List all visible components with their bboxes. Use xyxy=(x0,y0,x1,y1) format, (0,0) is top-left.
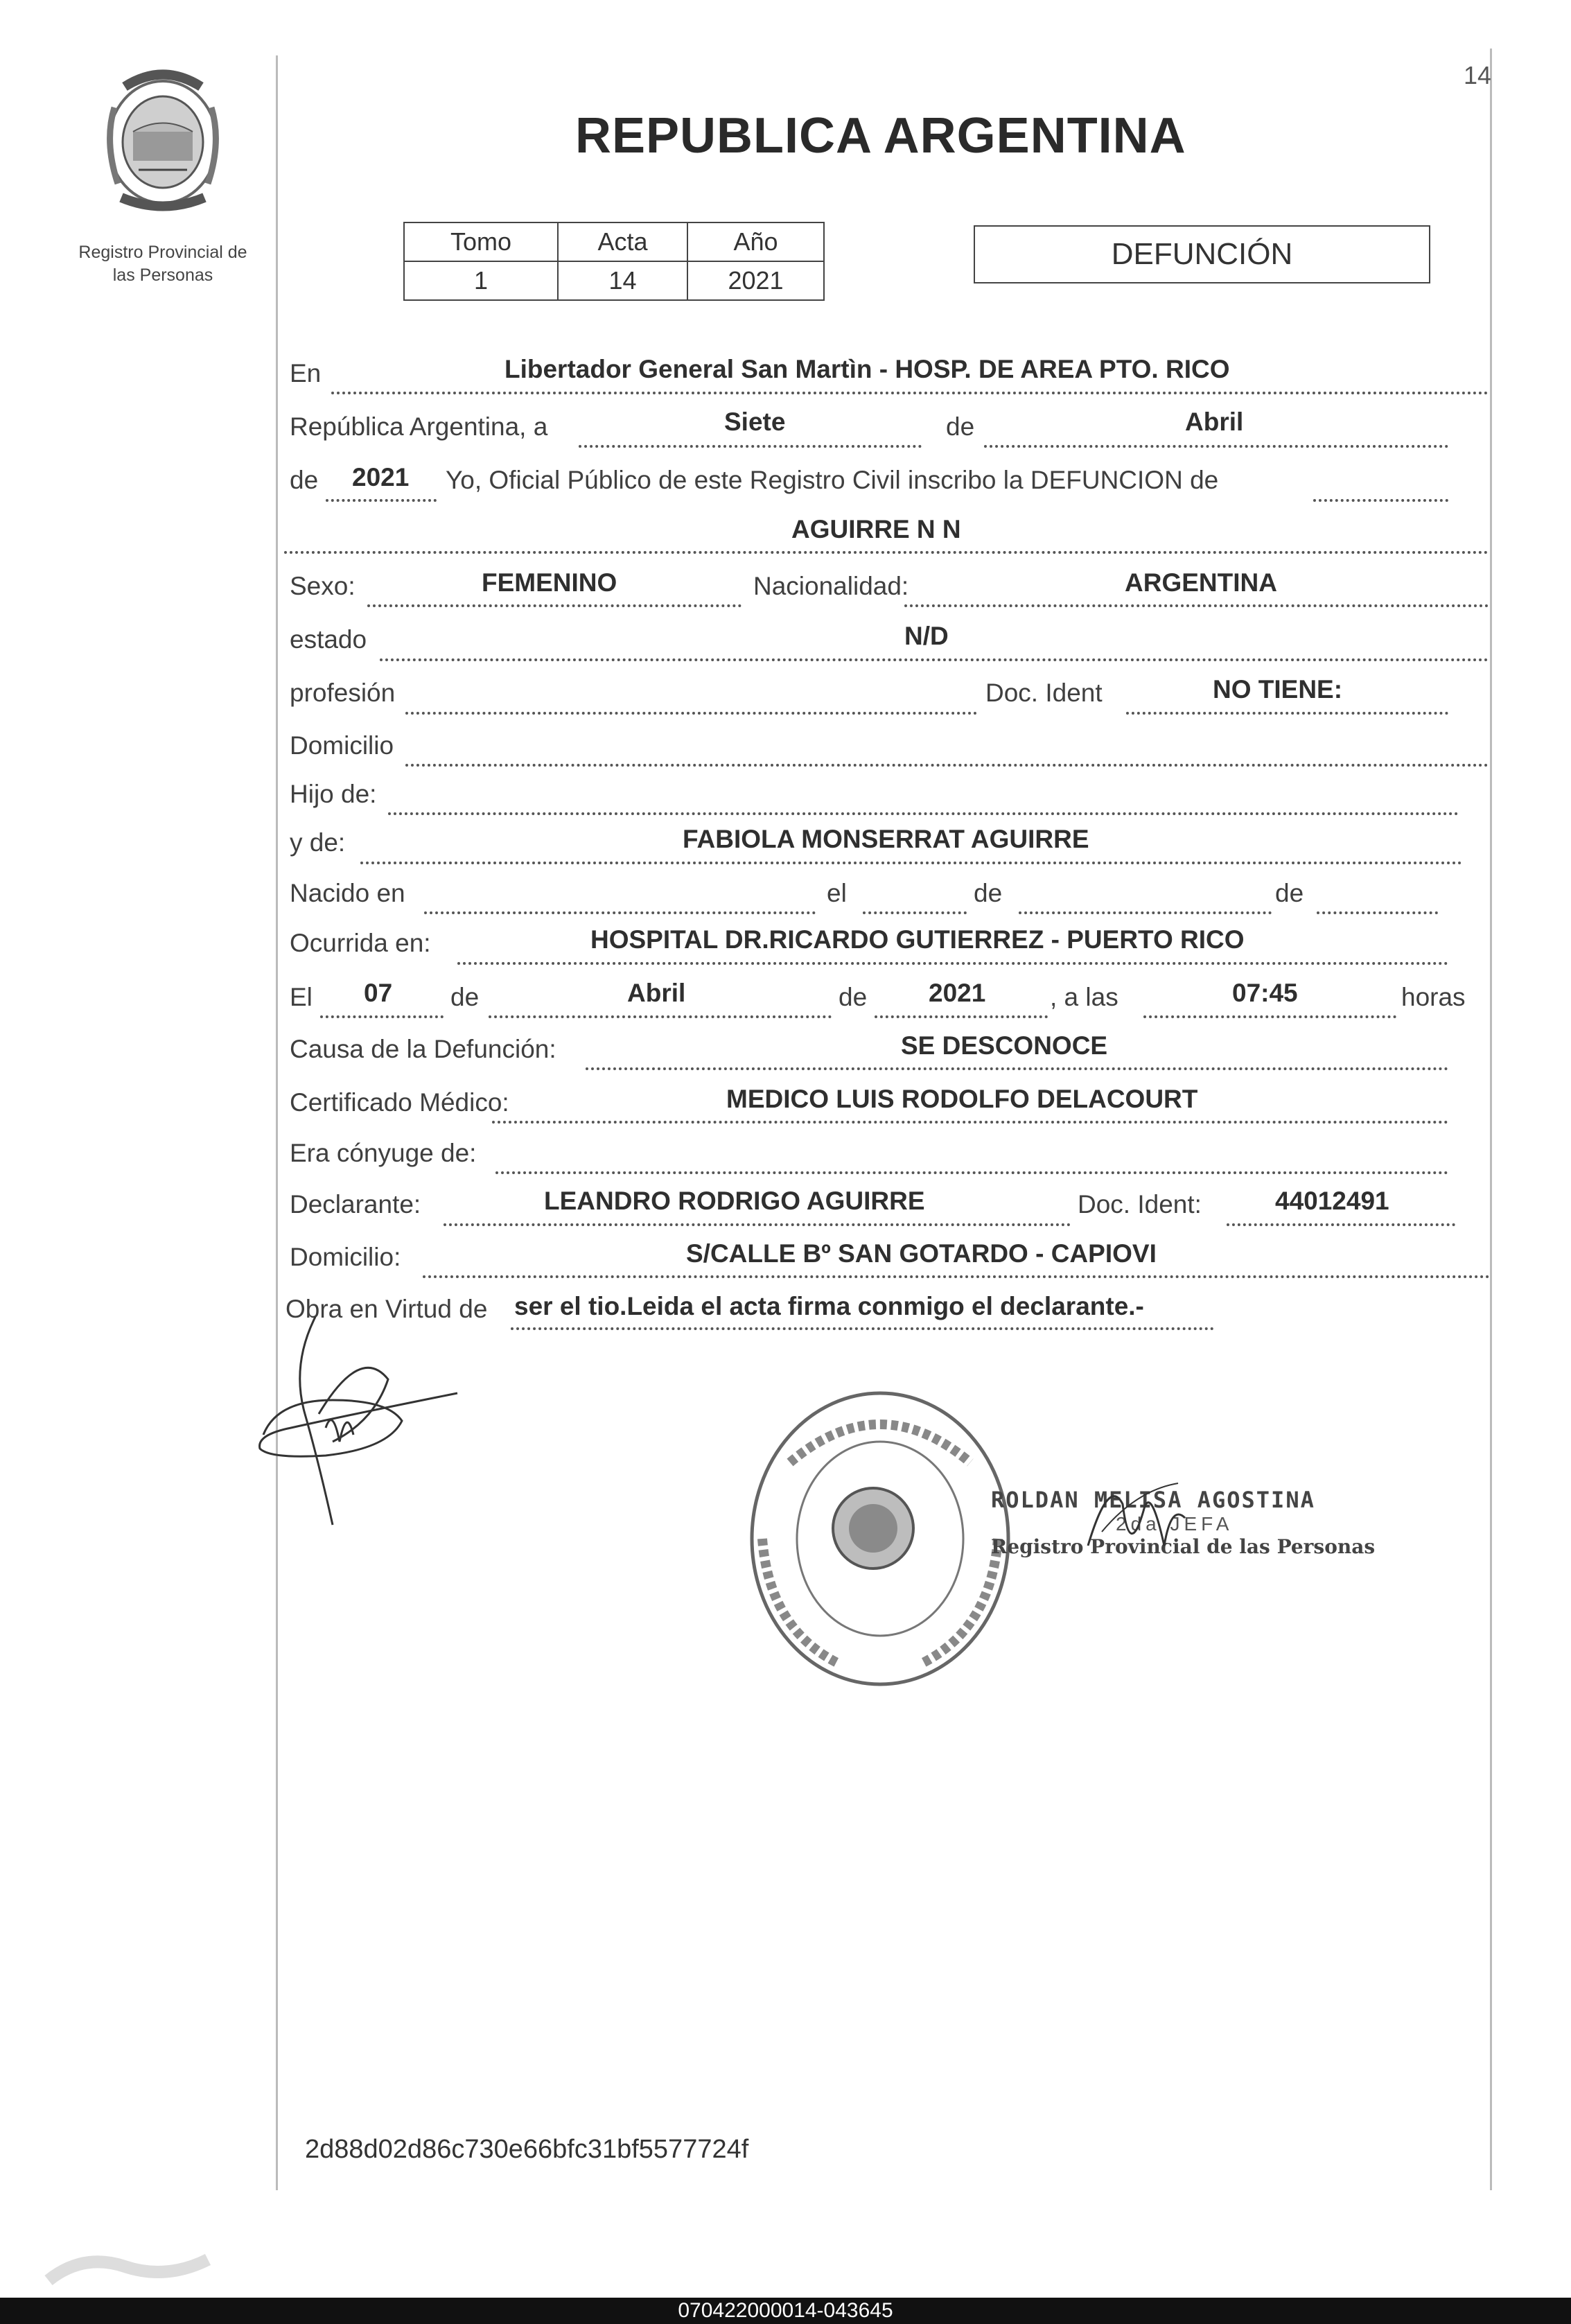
nacido-line xyxy=(424,911,816,914)
de-label-4: de xyxy=(1275,879,1304,907)
en-label: En xyxy=(290,359,322,387)
profesion-label: profesión xyxy=(290,679,396,707)
official-stamp-icon xyxy=(735,1379,1026,1698)
nacido-mes-line xyxy=(1019,911,1272,914)
y-de-label: y de: xyxy=(290,828,346,857)
mes-def-line xyxy=(489,1015,832,1018)
provincial-seal-icon xyxy=(90,66,236,215)
nombre-value: AGUIRRE N N xyxy=(791,515,961,543)
certificado-label: Certificado Médico: xyxy=(290,1088,509,1117)
official-name: ROLDAN MELISA AGOSTINA xyxy=(991,1487,1315,1513)
declarant-signature-icon xyxy=(249,1303,513,1539)
doc-ident-value: NO TIENE: xyxy=(1213,675,1343,704)
doc-ident2-value: 44012491 xyxy=(1275,1187,1389,1215)
profesion-line xyxy=(405,712,977,715)
domicilio2-line xyxy=(423,1275,1490,1278)
anio-def-line xyxy=(875,1015,1048,1018)
anio-line xyxy=(326,499,437,502)
causa-line xyxy=(586,1067,1448,1070)
nacido-anio-line xyxy=(1317,911,1438,914)
estado-label: estado xyxy=(290,625,367,654)
conyuge-line xyxy=(495,1171,1448,1174)
mes-line xyxy=(984,445,1448,448)
page-number: 14 xyxy=(1463,61,1491,89)
declarante-value: LEANDRO RODRIGO AGUIRRE xyxy=(544,1187,925,1215)
official-role: 2da JEFA xyxy=(1116,1513,1234,1535)
domicilio-line xyxy=(405,764,1489,767)
dia-line xyxy=(579,445,922,448)
inscribo-text: Yo, Oficial Público de este Registro Civil inscribo la DEFUNCION de xyxy=(446,466,1219,494)
nacionalidad-label: Nacionalidad: xyxy=(753,572,909,600)
conyuge-label: Era cónyuge de: xyxy=(290,1139,477,1167)
a-las-label: , a las xyxy=(1050,983,1118,1011)
domicilio-label: Domicilio xyxy=(290,731,394,760)
de-label-2: de xyxy=(290,466,319,494)
registry-label xyxy=(55,241,270,287)
el2-label: El xyxy=(290,983,313,1011)
nombre-line xyxy=(284,551,1489,554)
hijo-label: Hijo de: xyxy=(290,780,377,808)
anio-value: 2021 xyxy=(352,463,410,491)
inscribo-line xyxy=(1313,499,1448,502)
certificado-line xyxy=(492,1121,1448,1124)
el-label: el xyxy=(827,879,847,907)
record-value-tomo: 1 xyxy=(404,261,558,300)
doc-ident-label: Doc. Ident xyxy=(985,679,1103,707)
ocurrida-label: Ocurrida en: xyxy=(290,929,431,957)
anio-def-value: 2021 xyxy=(929,979,986,1007)
causa-label: Causa de la Defunción: xyxy=(290,1035,556,1063)
doc-ident2-label: Doc. Ident: xyxy=(1078,1190,1202,1218)
official-registry: Registro Provincial de las Personas xyxy=(991,1535,1376,1558)
record-value-acta: 14 xyxy=(558,261,687,300)
sexo-line xyxy=(367,604,741,607)
ocurrida-value: HOSPITAL DR.RICARDO GUTIERREZ - PUERTO RICO xyxy=(590,925,1245,954)
official-signature-icon xyxy=(1067,1462,1206,1573)
causa-value: SE DESCONOCE xyxy=(901,1031,1108,1060)
dia-def-line xyxy=(320,1015,444,1018)
scan-smudge-icon xyxy=(42,2239,215,2294)
ocurrida-line xyxy=(457,962,1448,965)
doc-ident2-line xyxy=(1227,1223,1455,1226)
record-value-anio: 2021 xyxy=(687,261,824,300)
registry-label-line1: Registro Provincial de xyxy=(78,243,247,262)
de-label-6: de xyxy=(839,983,868,1011)
mes-value: Abril xyxy=(1185,408,1244,436)
el-line xyxy=(863,911,967,914)
horas-label: horas xyxy=(1401,983,1466,1011)
doc-ident-line xyxy=(1126,712,1448,715)
republica-label: República Argentina, a xyxy=(290,412,548,441)
de-label-5: de xyxy=(450,983,480,1011)
registry-label-line2: las Personas xyxy=(112,265,213,285)
document-title: REPUBLICA ARGENTINA xyxy=(575,108,1186,164)
certificado-value: MEDICO LUIS RODOLFO DELACOURT xyxy=(726,1085,1198,1113)
estado-line xyxy=(380,658,1489,661)
madre-line xyxy=(360,862,1462,864)
sexo-value: FEMENINO xyxy=(482,568,617,597)
obra-value: ser el tio.Leida el acta firma conmigo el declarante.- xyxy=(514,1292,1144,1320)
estado-value: N/D xyxy=(904,622,949,650)
declarante-line xyxy=(444,1223,1071,1226)
mes-def-value: Abril xyxy=(627,979,686,1007)
nacido-label: Nacido en xyxy=(290,879,405,907)
madre-value: FABIOLA MONSERRAT AGUIRRE xyxy=(683,825,1089,853)
de-label-1: de xyxy=(946,412,975,441)
left-margin-line xyxy=(276,55,278,2190)
obra-line xyxy=(511,1327,1214,1330)
en-line xyxy=(331,392,1489,394)
record-type-box: DEFUNCIÓN xyxy=(974,225,1430,283)
en-value: Libertador General San Martìn - HOSP. DE AREA PTO. RICO xyxy=(504,355,1230,383)
hora-value: 07:45 xyxy=(1232,979,1298,1007)
document-hash: 2d88d02d86c730e66bfc31bf5577724f xyxy=(305,2135,749,2164)
domicilio2-value: S/CALLE Bº SAN GOTARDO - CAPIOVI xyxy=(686,1239,1157,1268)
record-header-anio: Año xyxy=(687,222,824,261)
record-header-acta: Acta xyxy=(558,222,687,261)
dia-value: Siete xyxy=(724,408,786,436)
hijo-line xyxy=(388,812,1459,815)
sexo-label: Sexo: xyxy=(290,572,356,600)
nacionalidad-value: ARGENTINA xyxy=(1125,568,1277,597)
obra-label: Obra en Virtud de xyxy=(286,1295,488,1323)
de-label-3: de xyxy=(974,879,1003,907)
record-header-tomo: Tomo xyxy=(404,222,558,261)
nacionalidad-line xyxy=(904,604,1489,607)
footer-code: 070422000014-043645 xyxy=(0,2298,1571,2324)
hora-line xyxy=(1143,1015,1396,1018)
domicilio2-label: Domicilio: xyxy=(290,1243,401,1271)
right-margin-line xyxy=(1490,49,1492,2190)
record-table xyxy=(403,222,825,301)
dia-def-value: 07 xyxy=(364,979,393,1007)
declarante-label: Declarante: xyxy=(290,1190,421,1218)
